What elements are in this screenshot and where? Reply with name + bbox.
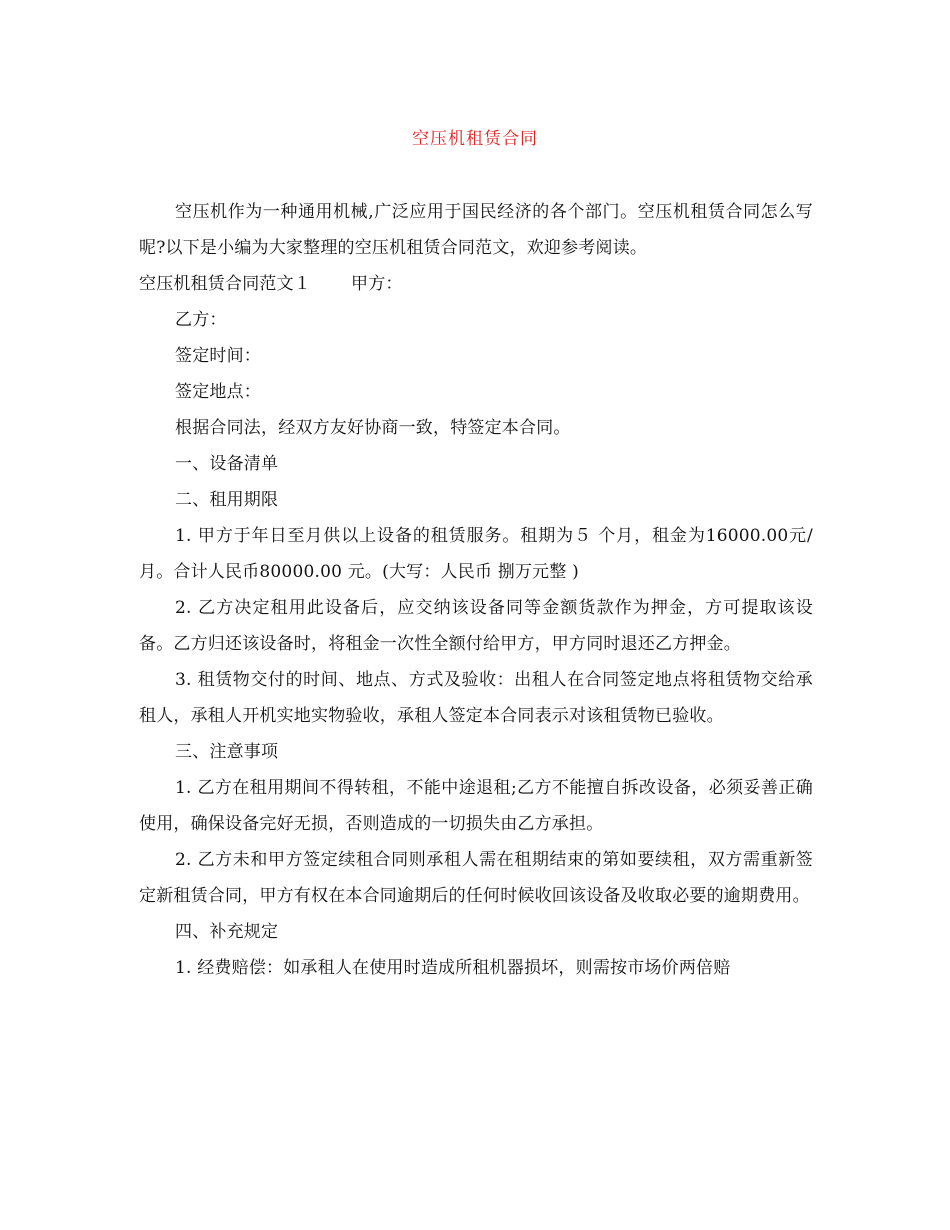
clause-notes-2: 2. 乙方未和甲方签定续租合同则承租人需在租期结束的第如要续租，双方需重新签定新租赁合同，甲方有权在本合同逾期后的任何时候收回该设备及收取必要的逾期费用。 bbox=[139, 850, 813, 906]
section-heading-rental-period: 二、租用期限 bbox=[175, 490, 279, 510]
intro-paragraph: 空压机作为一种通用机械,广泛应用于国民经济的各个部门。空压机租赁合同怎么写呢?以下是小编为大家整理的空压机租赁合同范文，欢迎参考阅读。 bbox=[139, 202, 813, 258]
section-heading-supplementary: 四、补充规定 bbox=[175, 922, 279, 942]
clause-notes-1: 1. 乙方在租用期间不得转租，不能中途退租;乙方不能擅自拆改设备，必须妥善正确使用，确保设备完好无损，否则造成的一切损失由乙方承担。 bbox=[139, 778, 813, 834]
sign-place-label: 签定地点： bbox=[175, 382, 261, 402]
document-body bbox=[139, 194, 813, 986]
sample-heading: 空压机租赁合同范文１ bbox=[139, 274, 311, 294]
section-heading-notes: 三、注意事项 bbox=[175, 742, 279, 762]
document-title: 空压机租赁合同 bbox=[412, 129, 538, 149]
party-a-label: 甲方： bbox=[351, 274, 403, 294]
clause-supplementary-1: 1. 经费赔偿：如承租人在使用时造成所租机器损坏，则需按市场价两倍赔 bbox=[175, 958, 731, 978]
party-b-label: 乙方： bbox=[175, 310, 227, 330]
clause-rental-period-2: 2. 乙方决定租用此设备后，应交纳该设备同等金额货款作为押金，方可提取该设备。乙方归还该设备时，将租金一次性全额付给甲方，甲方同时退还乙方押金。 bbox=[139, 598, 813, 654]
basis-paragraph: 根据合同法，经双方友好协商一致，特签定本合同。 bbox=[175, 418, 571, 438]
sample-heading-line bbox=[139, 266, 813, 302]
sign-time-label: 签定时间： bbox=[175, 346, 261, 366]
section-heading-equipment-list: 一、设备清单 bbox=[175, 454, 279, 474]
clause-rental-period-1: 1. 甲方于年日至月供以上设备的租赁服务。租期为５ 个月，租金为16000.00元/月。合计人民币80000.00 元。(大写：人民币 捌万元整 ) bbox=[139, 526, 813, 582]
clause-rental-period-3: 3. 租赁物交付的时间、地点、方式及验收：出租人在合同签定地点将租赁物交给承租人，承租人开机实地实物验收，承租人签定本合同表示对该租赁物已验收。 bbox=[139, 670, 813, 726]
